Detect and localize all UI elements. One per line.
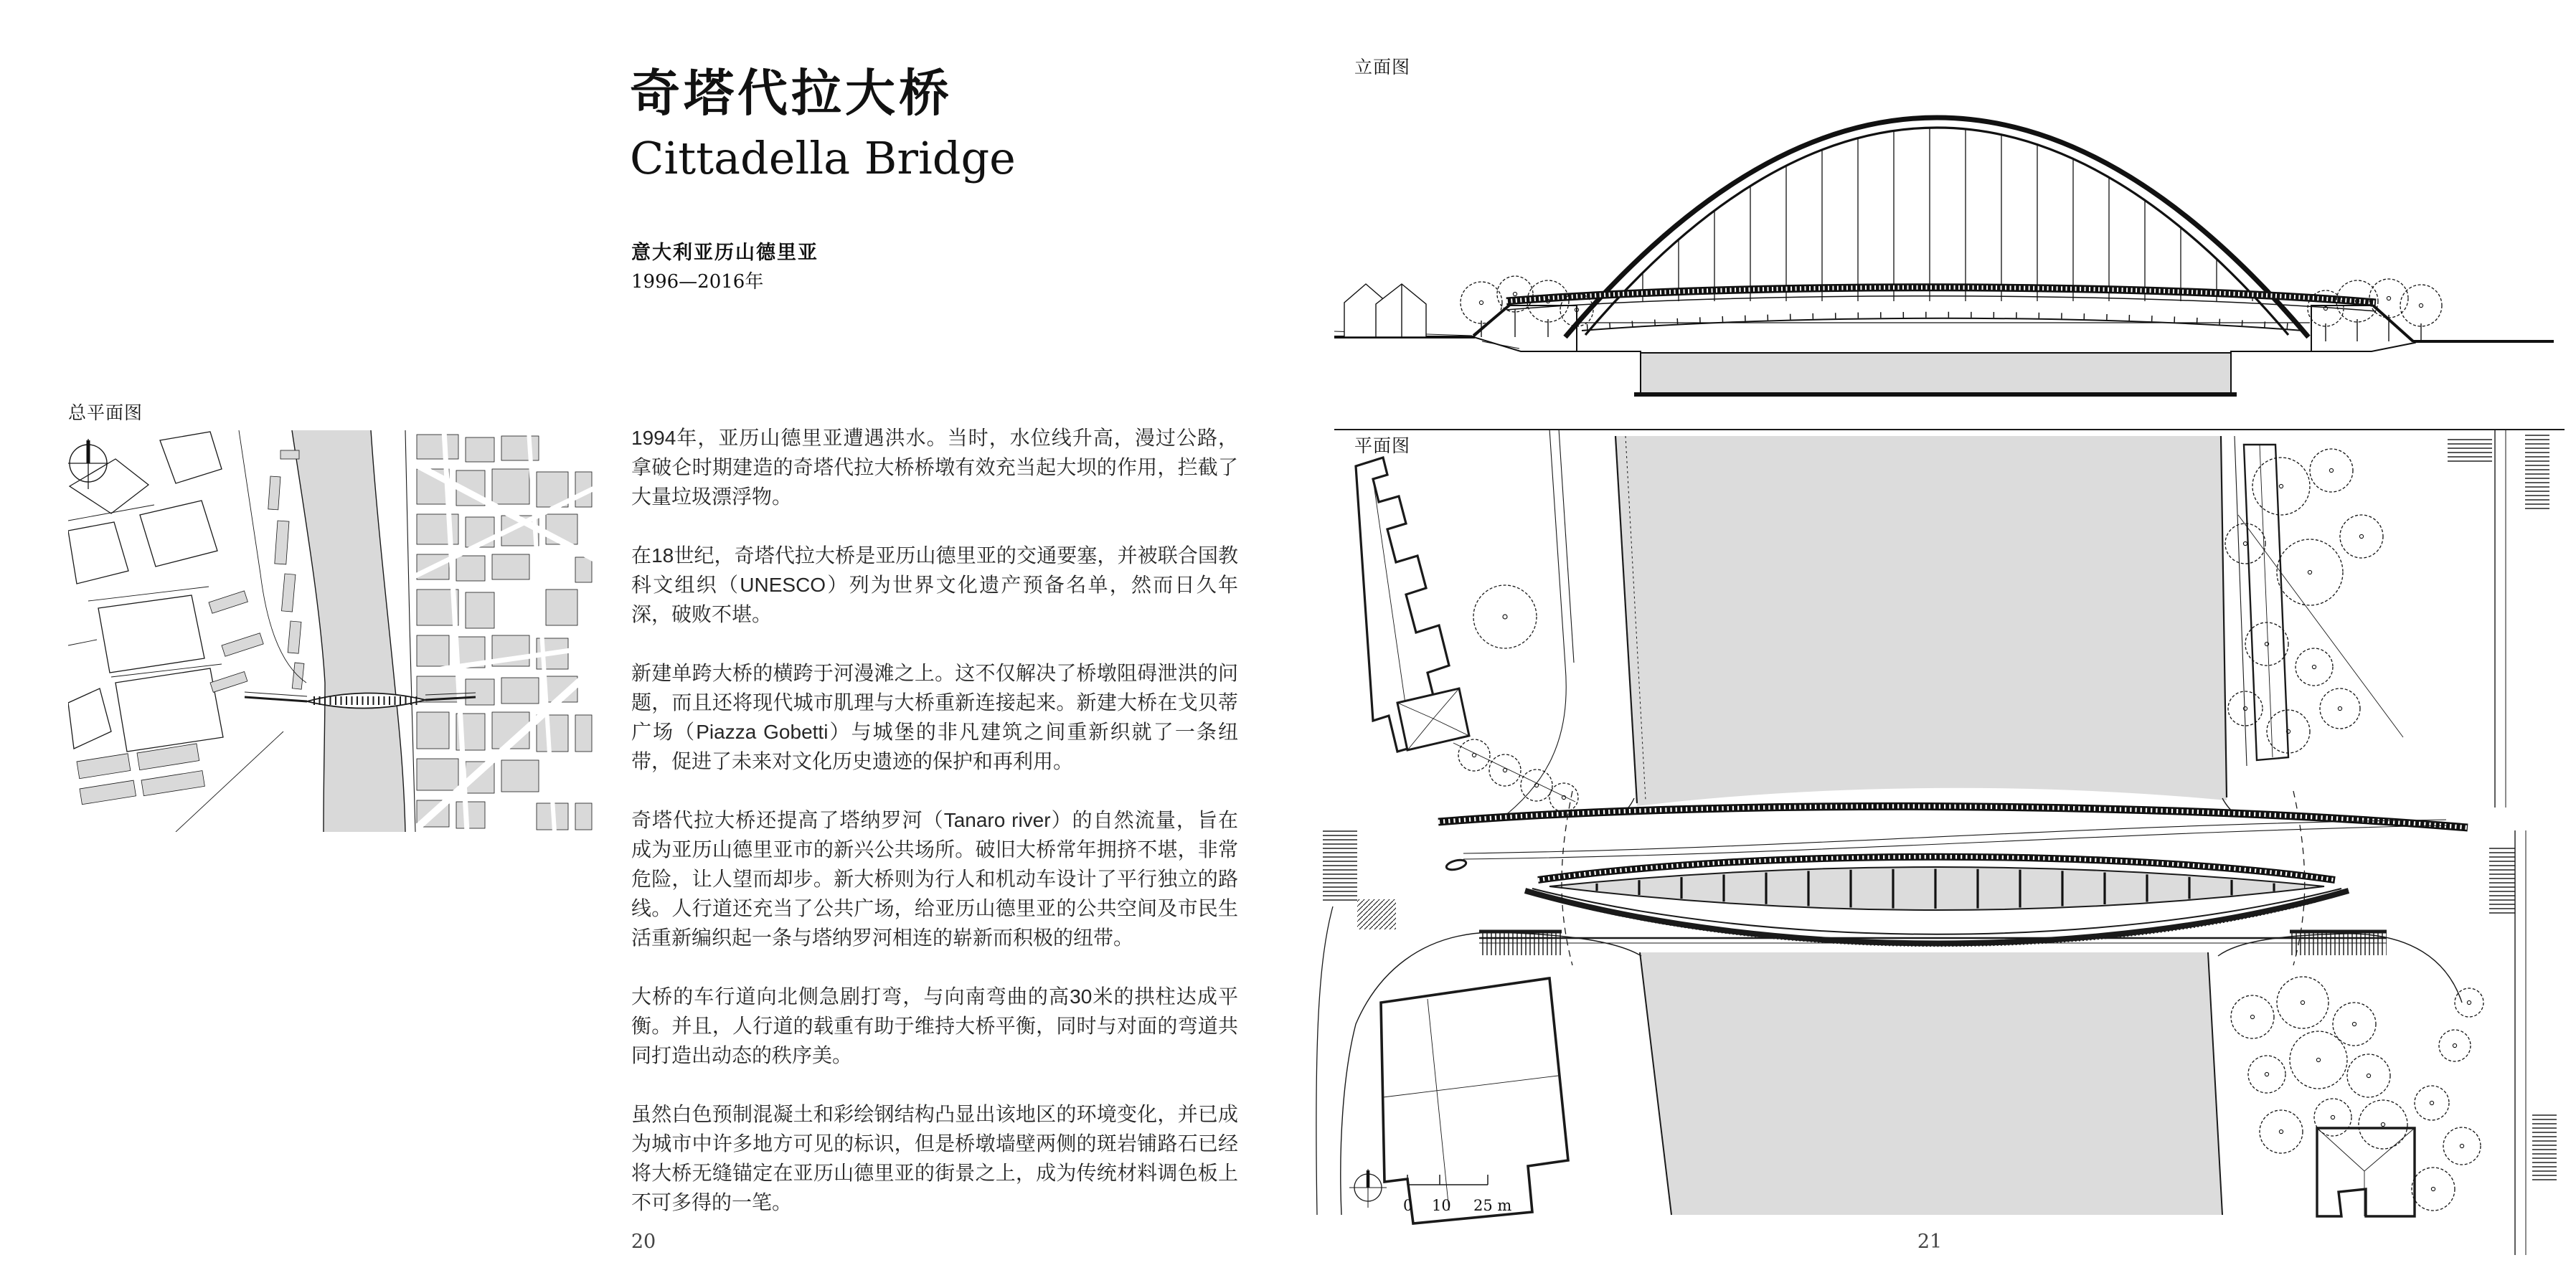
houses-left (1344, 284, 1426, 337)
page-number-left: 20 (631, 1231, 656, 1253)
elevation-label: 立面图 (1354, 57, 1411, 77)
paragraph: 虽然白色预制混凝土和彩绘钢结构凸显出该地区的环境变化，并已成为城市中许多地方可见的标识，但是桥墩墙壁两侧的斑岩铺路石已经将大桥无缝锚定在亚历山德里亚的街景之上，成为传统材料调色板上不可多得的一笔。 (631, 1103, 1238, 1213)
page-number-right: 21 (1917, 1231, 1943, 1253)
riverbank-buildings (268, 450, 304, 689)
abutment-left (1473, 304, 1577, 351)
arch-outer (1565, 118, 2308, 337)
page-title-english: Cittadella Bridge (630, 132, 1016, 184)
roadway (1435, 806, 2468, 859)
arch-inner (1585, 128, 2288, 335)
river-lower (1640, 952, 2222, 1215)
paragraph: 大桥的车行道向北侧急剧打弯，与向南弯曲的高30米的拱柱达成平衡。并且，人行道的载重有助于维持大桥平衡，同时与对面的弯道共同打造出动态的秩序美。 (631, 985, 1238, 1066)
north-compass-icon (1349, 1169, 1387, 1208)
plan-drawing (1313, 429, 2576, 1255)
abutment-right (2311, 304, 2415, 351)
page-title-chinese: 奇塔代拉大桥 (630, 63, 953, 123)
pedestrian-lens-bridge (1445, 857, 2349, 947)
scale-tick-0: 0 (1403, 1197, 1413, 1214)
right-bank-road (405, 430, 415, 832)
citadel-fortress-blocks (68, 432, 223, 752)
plan-label: 平面图 (1354, 436, 1411, 456)
scale-tick-25m: 25 m (1473, 1197, 1512, 1214)
paragraph: 1994年，亚历山德里亚遭遇洪水。当时，水位线升高，漫过公路，拿破仑时期建造的奇塔代拉大桥桥墩有效充当起大坝的作用，拦截了大量垃圾漂浮物。 (631, 427, 1238, 508)
paragraph: 新建单跨大桥的横跨于河漫滩之上。这不仅解决了桥墩阻碍泄洪的问题，而且还将现代城市肌理与大桥重新连接起来。新建大桥在戈贝蒂广场（Piazza Gobetti）与城堡的非凡建筑之间重新织就了一条纽带，促进了未来对文化历史遗迹的保护和再利用。 (631, 662, 1238, 772)
site-plan-label: 总平面图 (68, 403, 143, 423)
building-north-west (1356, 458, 1469, 752)
bridge-deck (1506, 288, 2376, 331)
river-upper (1615, 436, 2227, 806)
building-north-east (2235, 436, 2288, 766)
body-text-column (631, 423, 1238, 1246)
tree-icon (1473, 585, 1537, 648)
arch-hangers (1643, 128, 2252, 301)
city-blocks (417, 435, 592, 830)
site-plan-drawing (68, 430, 595, 832)
project-years: 1996—2016年 (631, 271, 764, 293)
paragraph: 在18世纪，奇塔代拉大桥是亚历山德里亚的交通要塞，并被联合国教科文组织（UNESCO）列为世界文化遗产预备名单，然而日久年深，破败不堪。 (631, 544, 1238, 625)
elevation-drawing (1334, 86, 2554, 409)
scale-tick-10: 10 (1432, 1197, 1451, 1214)
project-location: 意大利亚历山德里亚 (631, 242, 818, 263)
riverbed-slab (1641, 353, 2231, 393)
paragraph: 奇塔代拉大桥还提高了塔纳罗河（Tanaro river）的自然流量，旨在成为亚历山德里亚市的新兴公共场所。破旧大桥常年拥挤不堪，非常危险，让人望而却步。新大桥则为行人和机动车设计了平行独立的路线。人行道还充当了公共广场，给亚历山德里亚的公共空间及市民生活重新编织起一条与塔纳罗河相连的崭新而积极的纽带。 (631, 809, 1238, 949)
river-tanaro (292, 430, 405, 832)
bridge-site-plan (245, 692, 476, 709)
